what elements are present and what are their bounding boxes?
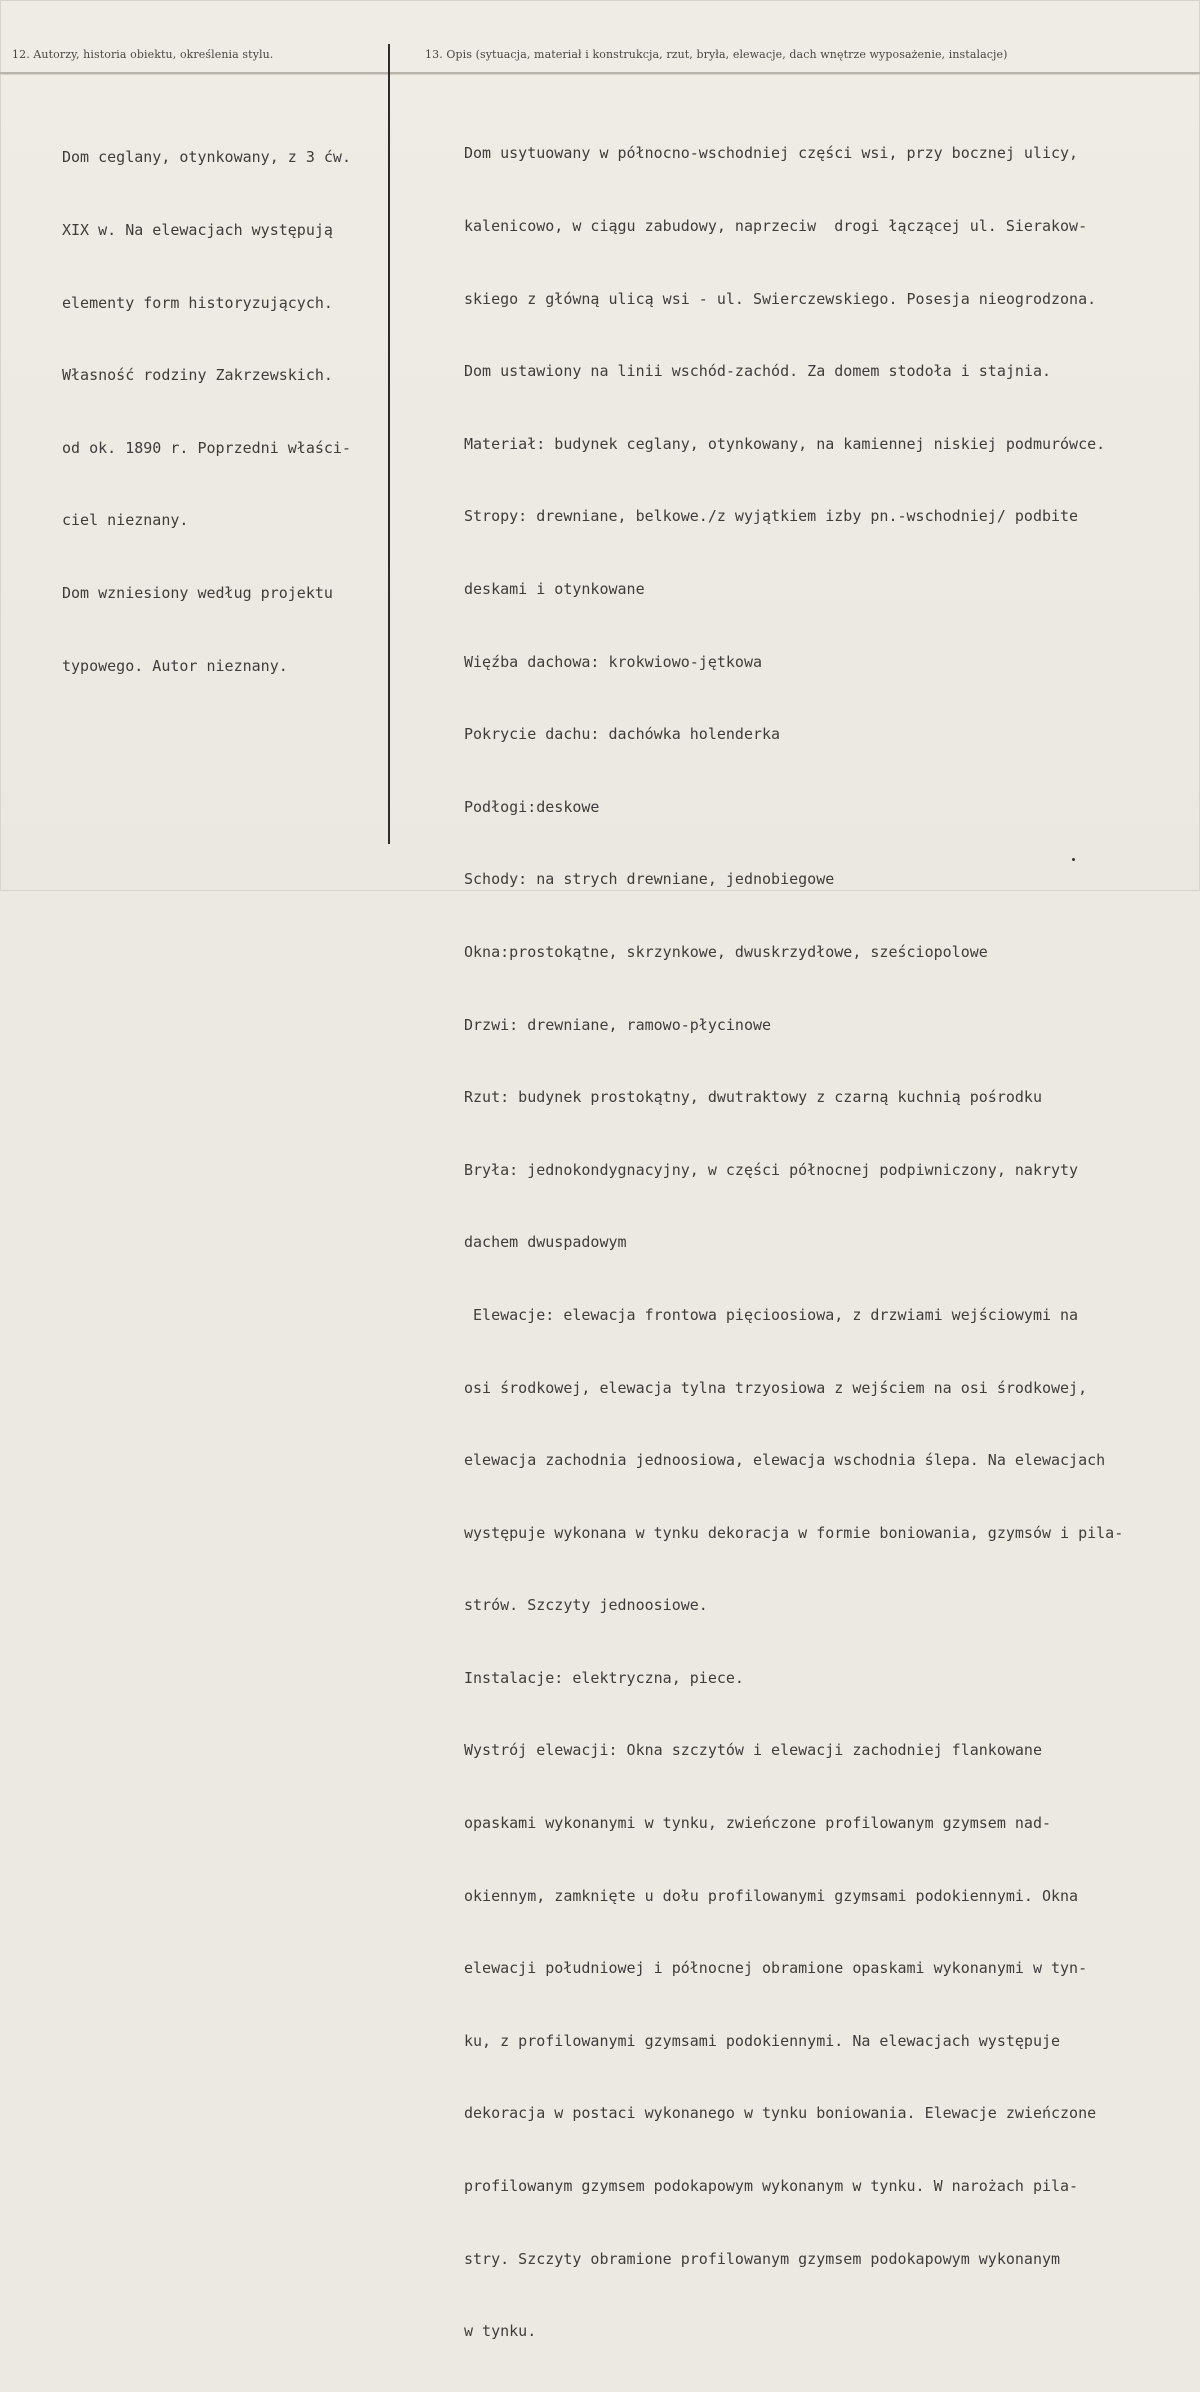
typed-line: Pokrycie dachu: dachówka holenderka bbox=[464, 725, 781, 744]
typed-line: Stropy: drewniane, belkowe./z wyjątkiem izby pn.-wschodniej/ podbite bbox=[464, 507, 1079, 526]
typed-line: Więźba dachowa: krokwiowo-jętkowa bbox=[464, 652, 763, 671]
typed-line: od ok. 1890 r. Poprzedni właści- bbox=[62, 438, 351, 457]
typed-line: Instalacje: elektryczna, piece. bbox=[464, 1668, 744, 1687]
typed-line: opaskami wykonanymi w tynku, zwieńczone profilowanym gzymsem nad- bbox=[464, 1814, 1051, 1833]
header-rule-shadow bbox=[0, 74, 1200, 75]
typed-line: deskami i otynkowane bbox=[464, 579, 645, 598]
ink-speck bbox=[1072, 858, 1075, 861]
typed-line: Dom ustawiony na linii wschód-zachód. Za domem stodoła i stajnia. bbox=[464, 362, 1051, 381]
field-13-heading: 13. Opis (sytuacja, materiał i konstrukcja, rzut, bryła, elewacje, dach wnętrze wyposażenie, instalacje) bbox=[425, 48, 1008, 61]
typed-line: XIX w. Na elewacjach występują bbox=[62, 221, 333, 239]
typed-line: typowego. Autor nieznany. bbox=[62, 656, 288, 675]
typed-line: stry. Szczyty obramione profilowanym gzymsem podokapowym wykonanym bbox=[464, 2249, 1061, 2268]
typed-line: dekoracja w postaci wykonanego w tynku boniowania. Elewacje zwieńczone bbox=[464, 2104, 1097, 2123]
typed-line: Okna:prostokątne, skrzynkowe, dwuskrzydłowe, sześciopolowe bbox=[464, 942, 988, 961]
field-12-typed-text bbox=[62, 97, 351, 726]
typed-line: Schody: na strych drewniane, jednobiegowe bbox=[464, 870, 835, 889]
typed-line: osi środkowej, elewacja tylna trzyosiowa z wejściem na osi środkowej, bbox=[464, 1378, 1088, 1397]
typed-line: Dom ceglany, otynkowany, z 3 ćw. bbox=[62, 148, 351, 167]
typed-line: elewacja zachodnia jednoosiowa, elewacja wschodnia ślepa. Na elewacjach bbox=[464, 1451, 1106, 1470]
typed-line: okiennym, zamknięte u dołu profilowanymi gzymsami podokiennymi. Okna bbox=[464, 1886, 1079, 1905]
typed-line: Materiał: budynek ceglany, otynkowany, na kamiennej niskiej podmurówce. bbox=[464, 434, 1106, 453]
typed-line: Bryła: jednokondygnacyjny, w części północnej podpiwniczony, nakryty bbox=[464, 1160, 1079, 1179]
typed-line: strów. Szczyty jednoosiowe. bbox=[464, 1596, 708, 1615]
typed-line: w tynku. bbox=[464, 2322, 537, 2341]
typed-line: skiego z główną ulicą wsi - ul. Swierczewskiego. Posesja nieogrodzona. bbox=[464, 289, 1097, 308]
typed-line: występuje wykonana w tynku dekoracja w formie boniowania, gzymsów i pila- bbox=[464, 1523, 1124, 1542]
typed-line: Podłogi:deskowe bbox=[464, 797, 600, 816]
typed-line: Drzwi: drewniane, ramowo-płycinowe bbox=[464, 1015, 772, 1034]
typed-line: Rzut: budynek prostokątny, dwutraktowy z czarną kuchnią pośrodku bbox=[464, 1088, 1042, 1107]
typed-line: Dom wzniesiony według projektu bbox=[62, 583, 333, 602]
typed-line: profilowanym gzymsem podokapowym wykonanym w tynku. W narożach pila- bbox=[464, 2177, 1079, 2196]
typed-line: Własność rodziny Zakrzewskich. bbox=[62, 366, 333, 385]
typed-line: Elewacje: elewacja frontowa pięcioosiowa, z drzwiami wejściowymi na bbox=[464, 1305, 1079, 1324]
field-12-heading: 12. Autorzy, historia obiektu, określenia stylu. bbox=[12, 48, 274, 61]
typed-line: ku, z profilowanymi gzymsami podokiennymi. Na elewacjach występuje bbox=[464, 2031, 1061, 2050]
field-13-typed-text bbox=[464, 93, 1123, 2392]
typed-line: elementy form historyzujących. bbox=[62, 293, 333, 312]
column-divider bbox=[388, 44, 390, 844]
typed-line: Wystrój elewacji: Okna szczytów i elewacji zachodniej flankowane bbox=[464, 1741, 1042, 1760]
typed-line: Dom usytuowany w północno-wschodniej części wsi, przy bocznej ulicy, bbox=[464, 144, 1079, 163]
typed-line: elewacji południowej i północnej obramione opaskami wykonanymi w tyn- bbox=[464, 1959, 1088, 1978]
typed-line: kalenicowo, w ciągu zabudowy, naprzeciw drogi łączącej ul. Sierakow- bbox=[464, 217, 1088, 235]
typed-line: ciel nieznany. bbox=[62, 511, 189, 530]
typed-line: dachem dwuspadowym bbox=[464, 1233, 627, 1252]
